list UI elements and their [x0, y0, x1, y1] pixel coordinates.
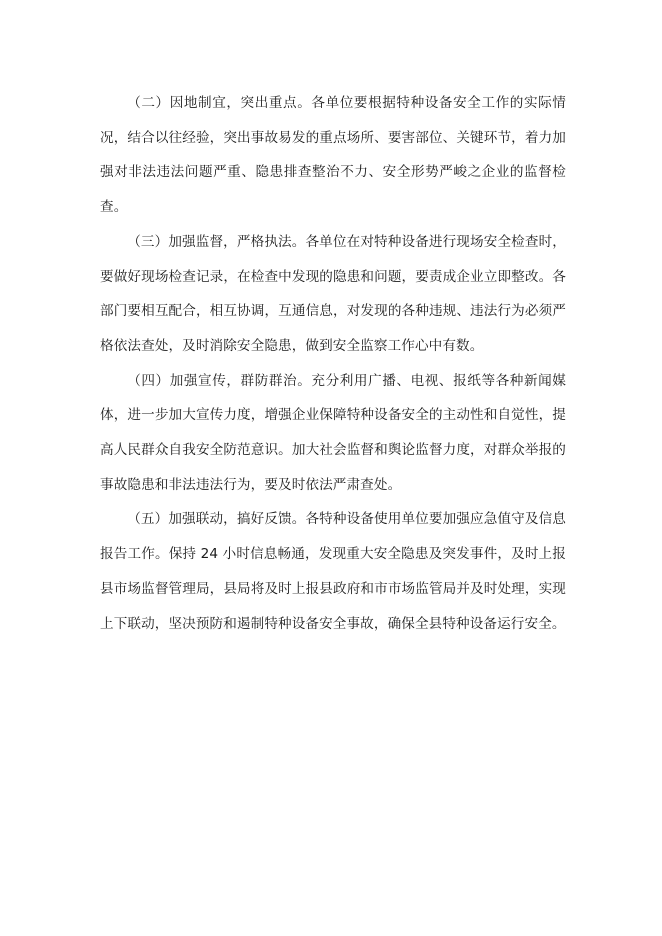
paragraph-local-conditions: （二）因地制宜，突出重点。各单位要根据特种设备安全工作的实际情况，结合以往经验，突出事故易发的重点场所、要害部位、关键环节，着力加强对非法违法问题严重、隐患排查整治不力、安全形势严峻之企业的监督检查。	[100, 95, 566, 216]
document-body	[100, 86, 566, 641]
paragraph-publicity: （四）加强宣传，群防群治。充分利用广播、电视、报纸等各种新闻媒体，进一步加大宣传力度，增强企业保障特种设备安全的主动性和自觉性，提高人民群众自我安全防范意识。加大社会监督和舆论监督力度，对群众举报的事故隐患和非法违法行为，要及时依法严肃查处。	[100, 372, 566, 493]
paragraph-coordination: （五）加强联动，搞好反馈。各特种设备使用单位要加强应急值守及信息报告工作。保持 24 小时信息畅通，发现重大安全隐患及突发事件，及时上报县市场监督管理局，县局将及时上报县政府和市市场监管局并及时处理，实现上下联动，坚决预防和遏制特种设备安全事故，确保全县特种设备运行安全。	[100, 511, 566, 632]
paragraph-strict-enforcement: （三）加强监督，严格执法。各单位在对特种设备进行现场安全检查时，要做好现场检查记录，在检查中发现的隐患和问题，要责成企业立即整改。各部门要相互配合，相互协调，互通信息，对发现的各种违规、违法行为必须严格依法查处，及时消除安全隐患，做到安全监察工作心中有数。	[100, 233, 566, 354]
